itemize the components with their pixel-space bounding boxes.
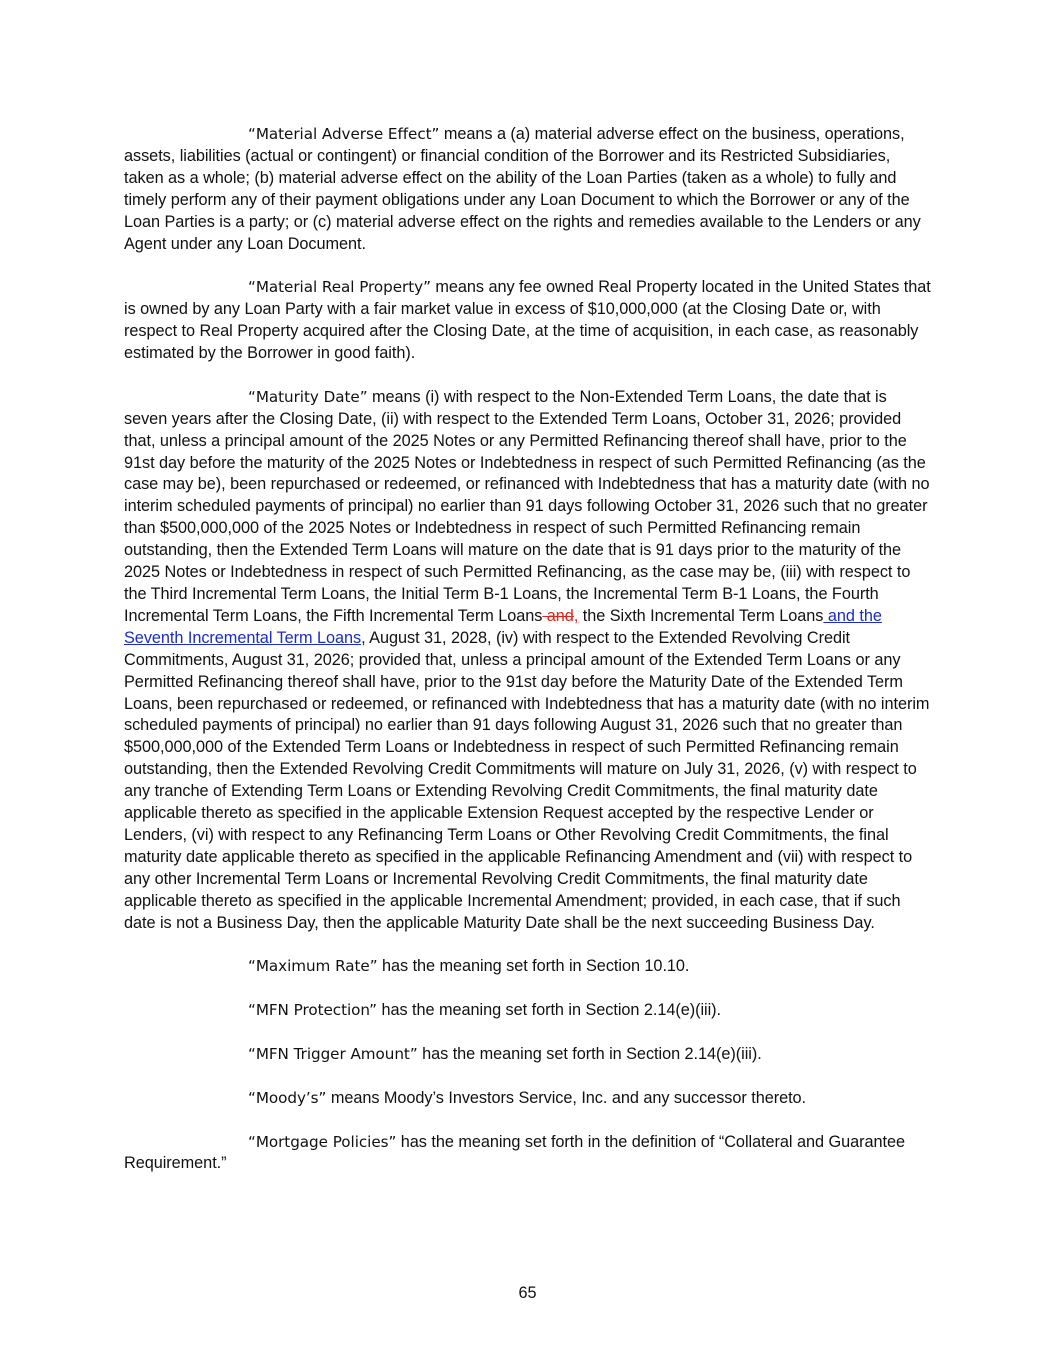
definition-text: means (i) with respect to the Non-Extended Term Loans, the date that is seven years after the Closing Date, (ii) with respect to the Extended Term Loans, October 31, 2026; provided that, unless a principal amount of the 2025 Notes or any Permitted Refinancing thereof shall have, prior to the 91st day before the maturity of the 2025 Notes or Indebtedness in respect of such Permitted Refinancing (as the case may be), been repurchased or redeemed, or refinanced with Indebtedness that has a maturity date (with no interim scheduled payments of principal) no earlier than 91 days following October 31, 2026 such that no greater than $500,000,000 of the 2025 Notes or Indebtedness in respect of such Permitted Refinancing remain outstanding, then the Extended Term Loans will mature on the date that is 91 days prior to the maturity of the 2025 Notes or Indebtedness in respect of such Permitted Refinancing, as the case may be, (iii) with respect to the Third Incremental Term Loans, the Initial Term B-1 Loans, the Incremental Term B-1 Loans, the Fourth Incremental Term Loans, the Fifth Incremental Term Loans <box>124 387 930 625</box>
definition-text: has the meaning set forth in the definition of “Collateral and Guarantee Requirement.” <box>124 1132 905 1173</box>
definition-moodys <box>124 1088 934 1110</box>
defined-term: “Mortgage Policies” <box>248 1132 397 1151</box>
defined-term: “Material Real Property” <box>248 278 431 297</box>
defined-term: “Maturity Date” <box>248 387 368 406</box>
definition-mfn-trigger-amount <box>124 1044 934 1066</box>
definition-text: means any fee owned Real Property located in the United States that is owned by any Loan Party with a fair market value in excess of $10,000,000 (at the Closing Date or, with respect to Real Property acquired after the Closing Date, at the time of acquisition, in each case, as reasonably estimated by the Borrower in good faith). <box>124 278 931 363</box>
definition-text: , August 31, 2028, (iv) with respect to the Extended Revolving Credit Commitments, August 31, 2026; provided that, unless a principal amount of the Extended Term Loans or any Permitted Refinancing thereof shall have, prior to the 91st day before the Maturity Date of the Extended Term Loans, been repurchased or redeemed, or refinanced with Indebtedness that has a maturity date (with no interim scheduled payments of principal) no earlier than 91 days following August 31, 2026 such that no greater than $500,000,000 of the Extended Term Loans or Indebtedness in respect of such Permitted Refinancing remain outstanding, then the Extended Revolving Credit Commitments will mature on July 31, 2026, (v) with respect to any tranche of Extending Term Loans or Extending Revolving Credit Commitments, the final maturity date applicable thereto as specified in the applicable Extension Request accepted by the respective Lender or Lenders, (vi) with respect to any Refinancing Term Loans or Other Revolving Credit Commitments, the final maturity date applicable thereto as specified in the applicable Refinancing Amendment and (vii) with respect to any other Incremental Term Loans or Incremental Revolving Credit Commitments, the final maturity date applicable thereto as specified in the applicable Incremental Amendment; provided, in each case, that if such date is not a Business Day, then the applicable Maturity Date shall be the next succeeding Business Day. <box>124 628 930 932</box>
document-body <box>124 124 934 1197</box>
defined-term: “MFN Protection” <box>248 1001 377 1020</box>
deleted-text: and <box>542 606 574 625</box>
definition-mortgage-policies <box>124 1132 934 1176</box>
inserted-comma: , <box>573 606 579 625</box>
inserted-text: and the Seventh Incremental Term Loans <box>124 606 882 647</box>
definition-maximum-rate <box>124 956 934 978</box>
definition-text: has the meaning set forth in Section 10.10. <box>377 957 690 976</box>
definition-text: means Moody’s Investors Service, Inc. and any successor thereto. <box>326 1088 807 1107</box>
definition-text: means a (a) material adverse effect on the business, operations, assets, liabilities (actual or contingent) or financial condition of the Borrower and its Restricted Subsidiaries, taken as a whole; (b) material adverse effect on the ability of the Loan Parties (taken as a whole) to fully and timely perform any of their payment obligations under any Loan Document to which the Borrower or any of the Loan Parties is a party; or (c) material adverse effect on the rights and remedies available to the Lenders or any Agent under any Loan Document. <box>124 125 921 253</box>
definition-mfn-protection <box>124 1000 934 1022</box>
definition-text: has the meaning set forth in Section 2.14(e)(iii). <box>417 1044 762 1063</box>
page-number: 65 <box>518 1284 537 1302</box>
defined-term: “Maximum Rate” <box>248 957 378 976</box>
definition-text: has the meaning set forth in Section 2.14(e)(iii). <box>376 1001 722 1020</box>
defined-term: “Moody’s” <box>248 1088 327 1107</box>
defined-term: “MFN Trigger Amount” <box>248 1044 418 1063</box>
definition-material-adverse-effect <box>124 124 934 255</box>
definition-material-real-property <box>124 277 934 365</box>
defined-term: “Material Adverse Effect” <box>248 125 440 143</box>
definition-text: the Sixth Incremental Term Loans <box>578 606 824 625</box>
definition-maturity-date <box>124 387 934 935</box>
